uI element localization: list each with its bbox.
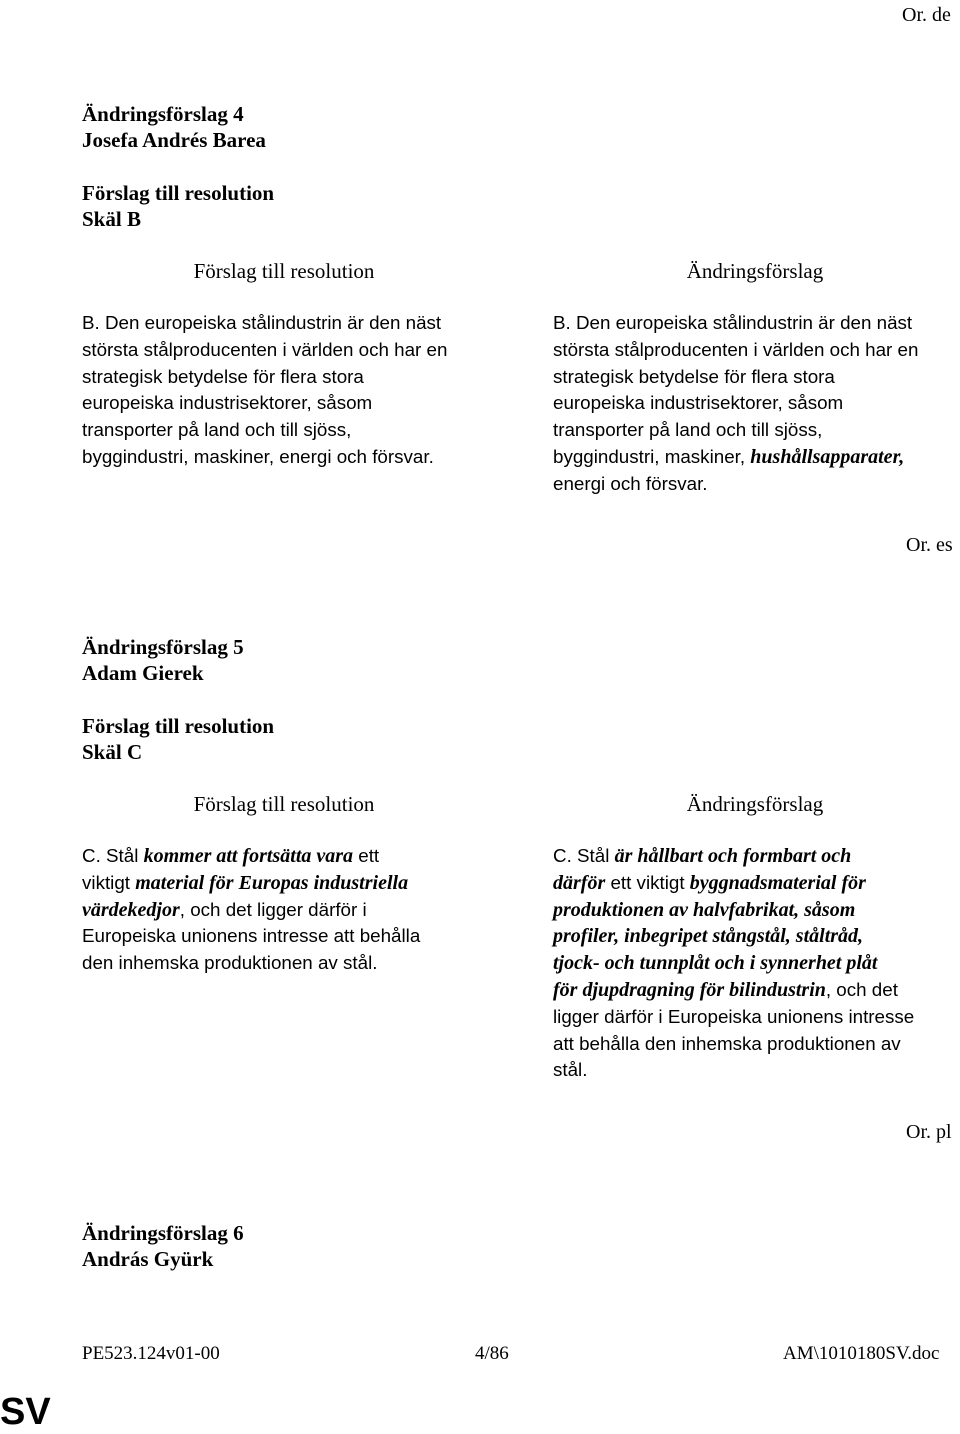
amendment-author: András Gyürk [82, 1247, 214, 1271]
text-run: ett viktigt [605, 871, 690, 893]
text-line: största stålproducenten i världen och har en [553, 338, 919, 360]
amendment-title: Ändringsförslag 6 [82, 1221, 244, 1245]
amendment-5-target [82, 713, 274, 765]
document-type: Förslag till resolution [82, 714, 275, 738]
changed-run: material för Europas industriella [135, 871, 409, 894]
language-code: SV [0, 1391, 51, 1433]
text-run: viktigt [82, 871, 136, 893]
amended-run: tjock- och tunnplåt och i synnerhet plåt [553, 952, 878, 975]
amendment-4-target [82, 180, 274, 232]
amended-run: produktionen av halvfabrikat, såsom [553, 898, 856, 921]
amendment-6-heading [82, 1220, 244, 1272]
amendment-title: Ändringsförslag 4 [82, 102, 244, 126]
text-line: strategisk betydelse för flera stora [82, 365, 364, 387]
amendment-author: Adam Gierek [82, 661, 204, 685]
text-line: B. Den europeiska stålindustrin är den näst [553, 312, 913, 333]
text-line: strategisk betydelse för flera stora [553, 365, 835, 387]
right-column-header: Ändringsförslag [686, 792, 824, 816]
amendment-4-amended-text [553, 310, 918, 498]
text-line: energi och försvar. [553, 472, 708, 494]
amendment-title: Ändringsförslag 5 [82, 635, 244, 659]
text-run: , och det [825, 978, 898, 1000]
text-line: Europeiska unionens intresse att behålla [82, 925, 421, 947]
text-line [82, 870, 420, 897]
text-line: europeiska industrisektorer, såsom [553, 392, 844, 414]
text-run: byggindustri, maskiner, [553, 445, 751, 467]
text-line [553, 950, 914, 977]
text-line [553, 923, 914, 950]
left-column-header: Förslag till resolution [193, 259, 375, 283]
amended-run: därför [553, 871, 606, 894]
text-run: C. Stål [82, 845, 144, 866]
amendment-author: Josefa Andrés Barea [82, 128, 266, 152]
amendment-4-heading [82, 101, 266, 153]
footer-filename: AM\1010180SV.doc [783, 1343, 940, 1364]
document-type: Förslag till resolution [82, 181, 275, 205]
text-line: största stålproducenten i världen och har en [82, 338, 448, 360]
text-line: byggindustri, maskiner, energi och försvar. [82, 445, 434, 467]
amendment-5-original-text [82, 843, 420, 977]
amended-run: är hållbart och formbart och [614, 845, 852, 867]
amendment-5-amended-text [553, 843, 914, 1084]
section-ref: Skäl C [82, 740, 143, 764]
text-line: transporter på land och till sjöss, [553, 419, 823, 441]
right-column-header: Ändringsförslag [686, 259, 824, 283]
origin-language-de: Or. de [902, 4, 951, 26]
amended-run: profiler, inbegripet stångstål, ståltråd, [553, 925, 864, 948]
amendment-5-heading [82, 634, 244, 686]
text-run: ett [353, 845, 380, 866]
section-ref: Skäl B [82, 207, 141, 231]
text-line: europeiska industrisektorer, såsom [82, 392, 373, 414]
origin-language-pl: Or. pl [906, 1121, 952, 1143]
text-line [553, 870, 914, 897]
text-line [82, 843, 420, 870]
text-line: transporter på land och till sjöss, [82, 419, 352, 441]
text-line [553, 977, 914, 1004]
text-line [553, 897, 914, 924]
origin-language-es: Or. es [906, 534, 953, 556]
changed-run: kommer att fortsätta vara [143, 845, 354, 867]
text-line [553, 444, 918, 471]
text-line: den inhemska produktionen av stål. [82, 952, 378, 974]
text-run: C. Stål [553, 845, 615, 866]
amended-run: hushållsapparater, [750, 445, 905, 468]
amended-run: byggnadsmaterial för [689, 871, 866, 894]
text-line: B. Den europeiska stålindustrin är den näst [82, 312, 442, 333]
left-column-header: Förslag till resolution [193, 792, 375, 816]
text-line: ligger därför i Europeiska unionens intresse [553, 1005, 915, 1027]
amendment-4-original-text [82, 310, 447, 471]
changed-run: värdekedjor [82, 898, 180, 921]
footer-reference: PE523.124v01-00 [82, 1343, 220, 1364]
text-line: att behålla den inhemska produktionen av [553, 1032, 901, 1054]
text-line: stål. [553, 1059, 588, 1081]
amended-run: för djupdragning för bilindustrin [553, 978, 826, 1001]
text-run: , och det ligger därför i [179, 898, 367, 920]
footer-page-number: 4/86 [475, 1343, 509, 1364]
text-line [553, 843, 914, 870]
text-line [82, 897, 420, 924]
